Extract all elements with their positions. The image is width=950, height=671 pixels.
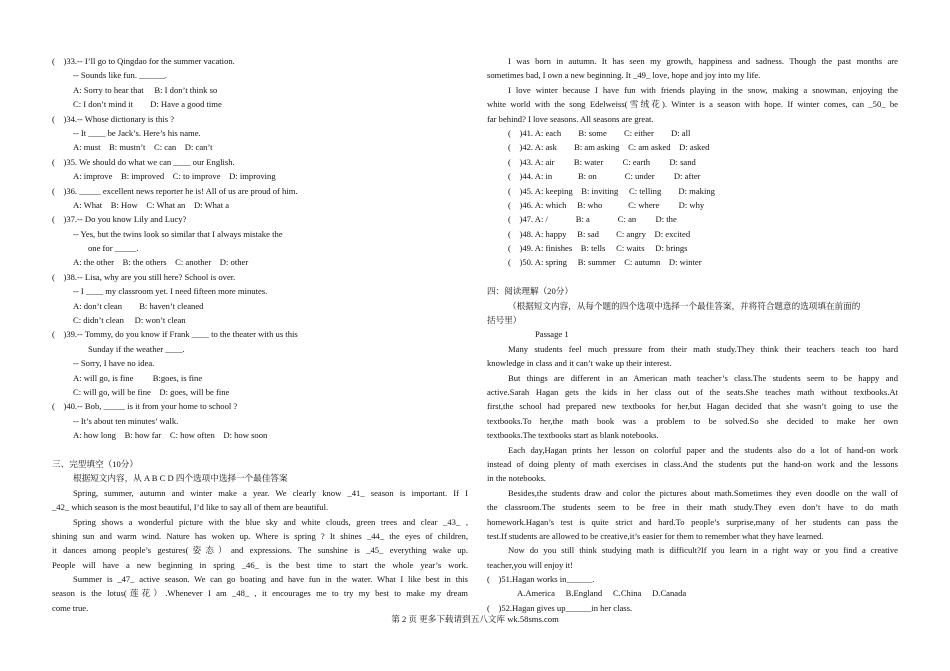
question-stem: ( )34.-- Whose dictionary is this ? [52,113,175,124]
question-stem: ( )37.-- Do you know Lily and Lucy? [52,214,187,225]
question-stem: ( )40.-- Bob, _____ is it from your home to school ? [52,401,238,412]
passage-line: teacher,you will enjoy it! [487,559,574,570]
passage-line: the classroom.The students seem to be free in their math study.They even don’t have to do math [487,502,898,513]
left-column [52,54,468,615]
spacer [487,270,898,284]
option-line: ( )43. A: air B: water C: earth D: sand [508,156,696,167]
passage-line: People will have a new beginning in spring _46_ is the best time to start the whole year’s work. [52,559,468,570]
passage-line: But things are different in an American math teacher’s class.The students seem to be happy and [508,372,898,383]
passage-line: I love winter because I have fun with friends playing in the snow, making a snowman, enjoying the [508,84,898,95]
right-column [487,54,898,615]
question-stem: ( )36. _____ excellent news reporter he is! All of us are proud of him. [52,185,298,196]
option-line: ( )49. A: finishes B: tells C: waits D: brings [508,243,688,254]
passage-line: Many students feel much pressure from their math study.They think their teachers teach too hard [508,343,898,354]
passage-line: Spring, summer, autumn and winter make a year. We clearly know _41_ season is important. If I [73,487,468,498]
passage-line: white world with the song Edelweiss(雪绒花). Winter is a season with hope. If winter comes, can _50_ be [487,99,898,110]
passage-line: Spring shows a wonderful picture with the blue sky and white clouds, green trees and clear _43_ , [73,516,468,527]
question-options: A.America B.England C.China D.Canada [517,588,687,599]
spacer [52,443,468,457]
passage-line: sometimes bad, I own a new beginning. It _49_ love, hope and joy into my life. [487,70,761,81]
question-line: one for _____. [88,243,139,254]
question-line: A: improve B: improved C: to improve D: improving [73,171,276,182]
option-line: ( )45. A: keeping B: inviting C: telling D: making [508,185,715,196]
passage-line: active.Sarah Hagan gets the kids in her class out of the seats.She teaches math without textbooks.At [487,386,898,397]
section-heading: 三、完型填空（10分） [52,458,138,469]
question-line: -- Sounds like fun. ______. [73,70,168,81]
option-line: ( )48. A: happy B: sad C: angry D: excited [508,228,691,239]
question-line: -- It’s about ten minutes’ walk. [73,415,179,426]
option-line: ( )41. A: each B: some C: either D: all [508,127,691,138]
passage-line: Besides,the students draw and color the pictures about math.Sometimes they even doodle on the wall of [508,487,898,498]
section-instruction: （根据短文内容，从每个题的四个选项中选择一个最佳答案，并将符合题意的选项填在前面的 [508,300,861,311]
passage-line: _42_ which season is the most beautiful, I’d like to say all of them are beautiful. [52,502,329,513]
question-line: A: Sorry to hear that B: I don’t think so [73,84,218,95]
option-line: ( )46. A: which B: who C: where D: why [508,199,705,210]
passage-line: it dances among people’s gestures(姿态）and expressions. The sunshine is _45_ everything wake up. [52,545,468,556]
passage-line: far behind? I love seasons. All seasons are great. [487,113,654,124]
question-stem: ( )51.Hagan works in______. [487,574,595,585]
question-line: -- Yes, but the twins look so similar that I always mistake the [73,228,283,239]
passage-line: homework.Hagan’s test is quite strict and hard.To people’s surprise,many of her students can pass the [487,516,898,527]
section-heading: 四：阅读理解（20分） [487,286,573,297]
passage-line: I was born in autumn. It has seen my growth, happiness and sadness. Though the past months are [508,56,898,66]
passage-line: Summer is _47_ active season. We can go boating and have fun in the water. What I like best in this [73,574,468,585]
passage-line: first,the school had prepared new textbooks for her,but Hagan decided that she wasn’t going to use the [487,401,898,412]
question-line: -- Sorry, I have no idea. [73,358,155,369]
question-stem: ( )39.-- Tommy, do you know if Frank ____ to the theater with us this [52,329,298,340]
passage-line: in the notebooks. [487,473,546,484]
passage-line: textbooks.The textbooks start as blank notebooks. [487,430,659,441]
passage-line: test.If students are allowed to be creative,it’s easier for them to remember what they have learned. [487,530,824,541]
option-line: ( )44. A: in B: on C: under D: after [508,171,701,182]
question-line: -- I ____ my classroom yet. I need fifteen more minutes. [73,286,268,297]
question-line: A: how long B: how far C: how often D: how soon [73,430,268,441]
passage-line: knowledge in class and it can’t wake up their interest. [487,358,672,369]
passage-line: Now do you still think studying math is difficult?If you learn in a right way or you find a creative [508,545,898,556]
passage-line: come true. [52,602,89,613]
question-line: A: the other B: the others C: another D: other [73,257,249,268]
question-line: C: didn’t clean D: won’t clean [73,315,186,326]
page-footer: 第 2 页 更多下载请到五八文库 wk.58sms.com [391,614,559,624]
passage-line: instead of doing plenty of math exercises in class.And the students put the hand-on work and the lessons [487,458,898,469]
passage-line: season is the lotus(莲花）.Whenever I am _48_ , it encourages me to try my best to make my dream [52,588,468,599]
option-line: ( )50. A: spring B: summer C: autumn D: winter [508,257,702,268]
question-stem: ( )35. We should do what we can ____ our English. [52,156,235,167]
question-line: C: will go, will be fine D: goes, will be fine [73,386,230,397]
question-line: -- It ____ be Jack’s. Here’s his name. [73,127,201,138]
section-instruction: 括号里） [487,315,522,326]
question-line: C: I don’t mind it D: Have a good time [73,99,222,110]
option-line: ( )42. A: ask B: am asking C: am asked D: asked [508,142,710,153]
passage-line: textbooks.To her,the math book was a problem to be solved.So she decided to make her own [487,415,898,426]
section-instruction: 根据短文内容，从 A B C D 四个选项中选择一个最佳答案 [73,473,288,484]
question-stem: ( )33.-- I’ll go to Qingdao for the summer vacation. [52,56,235,66]
question-line: A: must B: mustn’t C: can D: can’t [73,142,213,153]
passage-title: Passage 1 [535,329,569,340]
question-stem: ( )38.-- Lisa, why are you still here? School is over. [52,271,236,282]
question-line: A: will go, is fine B:goes, is fine [73,372,203,383]
question-line: A: What B: How C: What an D: What a [73,199,230,210]
question-line: A: don’t clean B: haven’t cleaned [73,300,204,311]
question-line: Sunday if the weather ____. [88,343,185,354]
question-stem: ( )52.Hagan gives up______in her class. [487,602,633,613]
option-line: ( )47. A: / B: a C: an D: the [508,214,677,225]
passage-line: Each day,Hagan prints her lesson on colorful paper and the students also do a lot of hand-on work [508,444,898,455]
passage-line: shining sun and warm wind. Nature has woken up. Where is spring ? It shines _44_ the eyes of children, [52,530,468,541]
